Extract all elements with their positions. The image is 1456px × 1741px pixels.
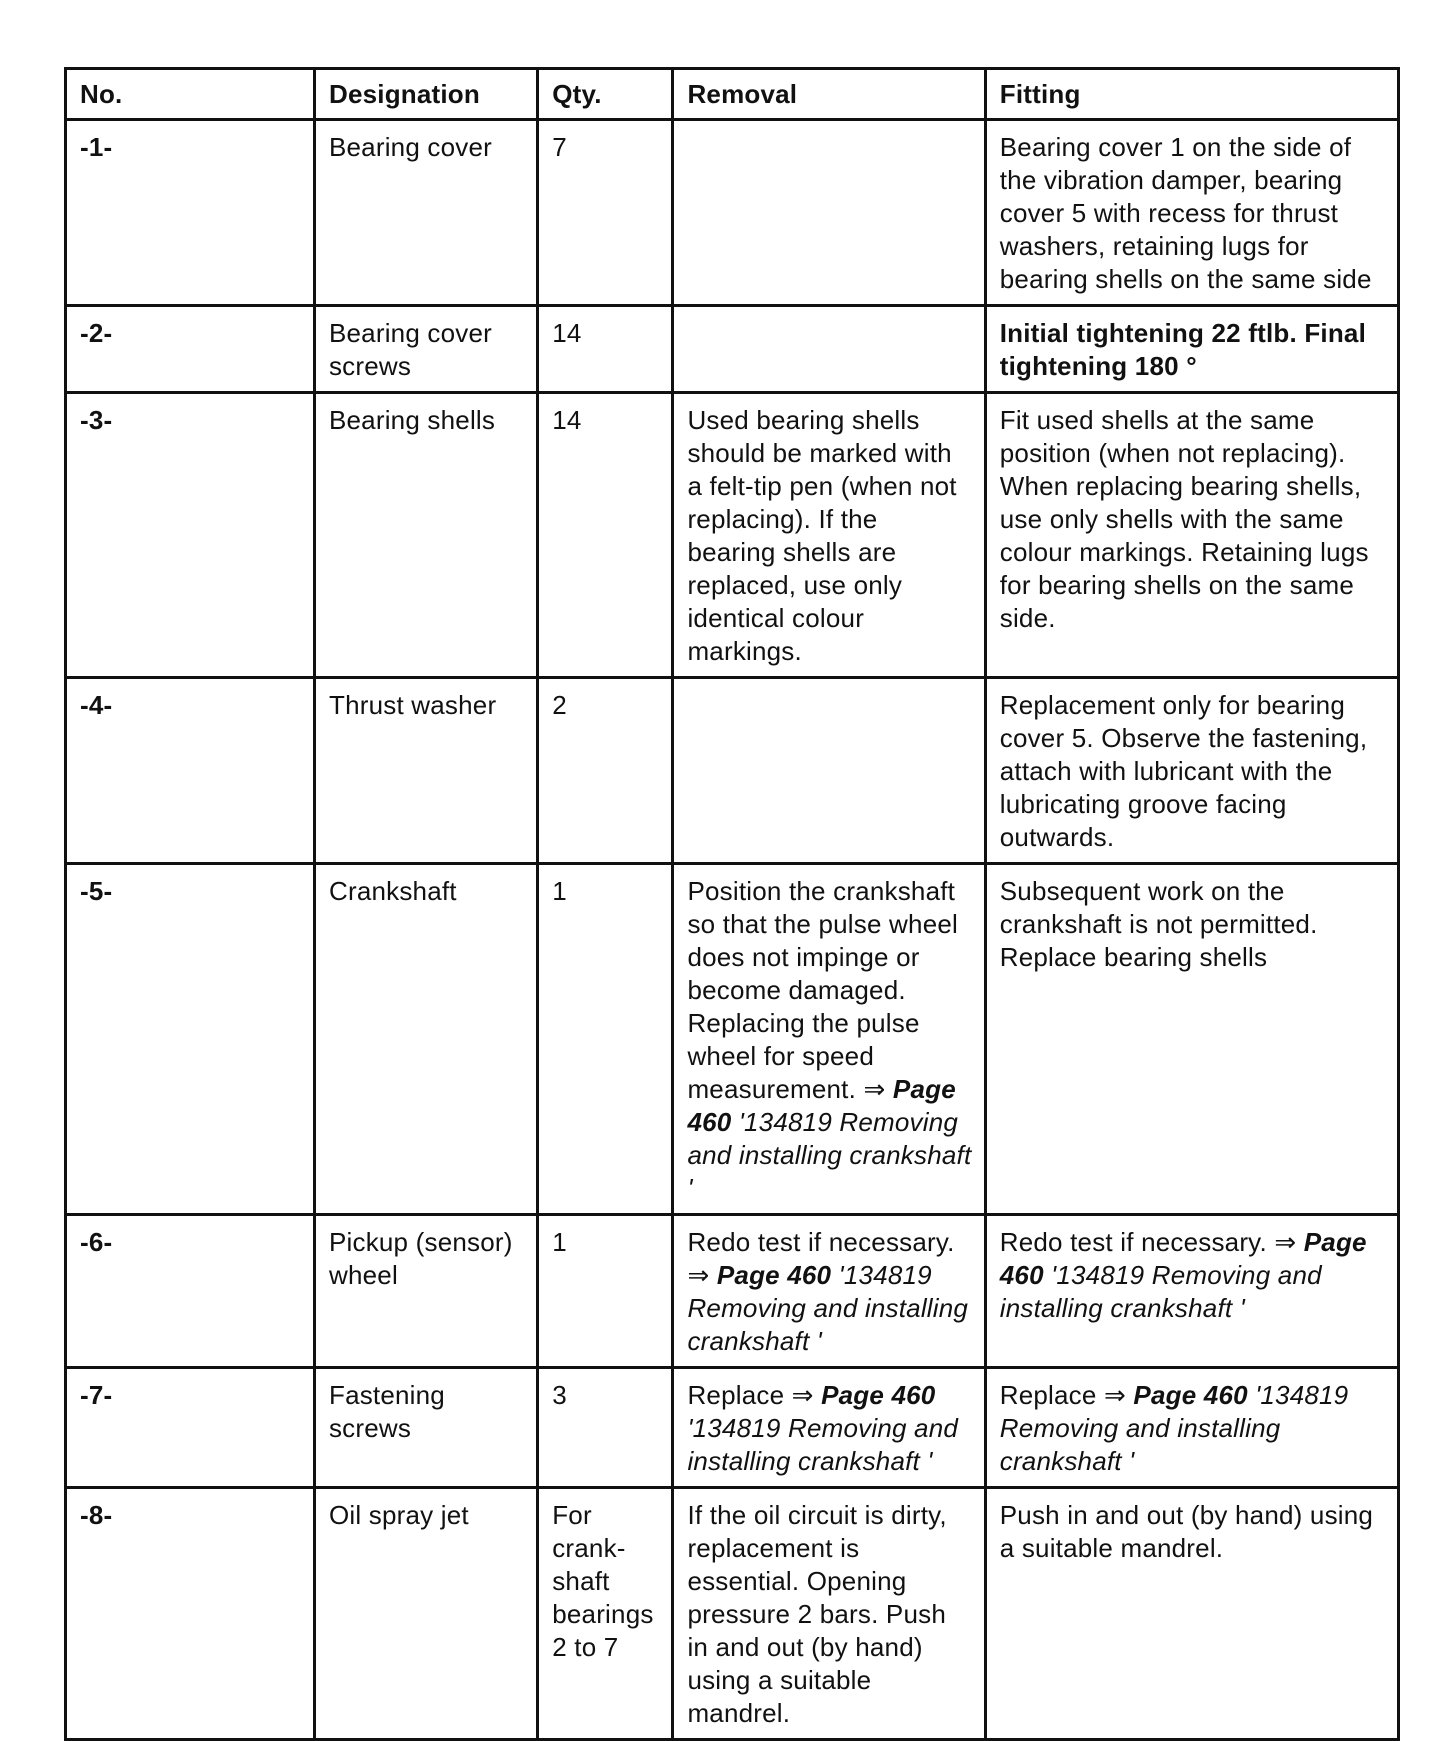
removal-cell — [673, 678, 985, 864]
fitting-text: Redo test if necessary. — [999, 1227, 1267, 1257]
fitting-cell: Fit used shells at the same position (when not replacing). When replacing bearing shells, use only shells with the same colour markings. Retaining lugs for bearing shells on the same side. — [985, 393, 1398, 678]
qty-cell: 3 — [538, 1368, 673, 1488]
qty-cell: 2 — [538, 678, 673, 864]
table-header-row — [66, 69, 1399, 120]
arrow-right-icon: ⇒ — [1103, 1380, 1126, 1410]
table-row — [66, 306, 1399, 393]
fitting-cell: Push in and out (by hand) using a suitable mandrel. — [985, 1488, 1398, 1740]
designation-cell: Oil spray jet — [314, 1488, 537, 1740]
designation-cell: Fastening screws — [314, 1368, 537, 1488]
designation-cell: Thrust washer — [314, 678, 537, 864]
row-number: -7- — [66, 1368, 315, 1488]
fitting-cell — [985, 1215, 1398, 1368]
qty-cell: 14 — [538, 393, 673, 678]
fitting-cell: Initial tightening 22 ftlb. Final tightening 180 ° — [985, 306, 1398, 393]
parts-table-container — [64, 67, 1400, 1741]
reference-title: '134819 Removing and installing crankshaft ' — [687, 1413, 959, 1476]
removal-text: Replace — [687, 1380, 785, 1410]
qty-cell: 1 — [538, 864, 673, 1215]
page-link[interactable]: Page 460 — [716, 1260, 832, 1290]
removal-cell — [673, 306, 985, 393]
row-number: -5- — [66, 864, 315, 1215]
page-link[interactable]: Page 460 — [821, 1380, 936, 1410]
removal-text: Position the crankshaft so that the pulse wheel does not impinge or become damaged. Replacing the pulse wheel for speed measurement. — [687, 876, 958, 1104]
table-row — [66, 120, 1399, 306]
row-number: -8- — [66, 1488, 315, 1740]
reference-title: '134819 Removing and installing crankshaft ' — [999, 1260, 1322, 1323]
reference-title: '134819 Removing and installing crankshaft ' — [687, 1107, 972, 1203]
qty-cell: For crank-shaft bearings 2 to 7 — [538, 1488, 673, 1740]
table-row — [66, 864, 1399, 1215]
designation-cell: Crankshaft — [314, 864, 537, 1215]
reference-title: '134819 Removing and installing crankshaft ' — [687, 1260, 969, 1356]
header-fitting: Fitting — [985, 69, 1398, 120]
fitting-text: Replace — [999, 1380, 1097, 1410]
removal-cell — [673, 120, 985, 306]
table-row — [66, 393, 1399, 678]
row-number: -3- — [66, 393, 315, 678]
arrow-right-icon: ⇒ — [687, 1260, 710, 1290]
row-number: -1- — [66, 120, 315, 306]
qty-cell: 14 — [538, 306, 673, 393]
removal-cell: Used bearing shells should be marked with a felt-tip pen (when not replacing). If the bearing shells are replaced, use only identical colour markings. — [673, 393, 985, 678]
header-no: No. — [66, 69, 315, 120]
header-designation: Designation — [314, 69, 537, 120]
qty-cell: 7 — [538, 120, 673, 306]
removal-cell: If the oil circuit is dirty, replacement is essential. Opening pressure 2 bars. Push in and out (by hand) using a suitable mandrel. — [673, 1488, 985, 1740]
parts-table — [64, 67, 1400, 1741]
page-link[interactable]: Page 460 — [999, 1227, 1367, 1290]
page-link[interactable]: Page 460 — [1133, 1380, 1248, 1410]
row-number: -6- — [66, 1215, 315, 1368]
removal-cell — [673, 1368, 985, 1488]
qty-cell: 1 — [538, 1215, 673, 1368]
designation-cell: Bearing cover screws — [314, 306, 537, 393]
fitting-cell — [985, 1368, 1398, 1488]
removal-text: Redo test if necessary. — [687, 1227, 955, 1257]
designation-cell: Pickup (sensor) wheel — [314, 1215, 537, 1368]
table-row — [66, 1215, 1399, 1368]
header-removal: Removal — [673, 69, 985, 120]
fitting-cell: Subsequent work on the crankshaft is not permitted. Replace bearing shells — [985, 864, 1398, 1215]
arrow-right-icon: ⇒ — [791, 1380, 814, 1410]
designation-cell: Bearing shells — [314, 393, 537, 678]
fitting-cell: Replacement only for bearing cover 5. Observe the fastening, attach with lubricant with the lubricating groove facing outwards. — [985, 678, 1398, 864]
arrow-right-icon: ⇒ — [863, 1074, 886, 1104]
designation-cell: Bearing cover — [314, 120, 537, 306]
row-number: -2- — [66, 306, 315, 393]
table-row — [66, 678, 1399, 864]
page-reference[interactable] — [687, 1260, 968, 1356]
removal-cell — [673, 864, 985, 1215]
arrow-right-icon: ⇒ — [1274, 1227, 1297, 1257]
removal-cell — [673, 1215, 985, 1368]
table-row — [66, 1368, 1399, 1488]
page-link[interactable]: Page 460 — [687, 1074, 956, 1137]
fitting-cell: Bearing cover 1 on the side of the vibration damper, bearing cover 5 with recess for thrust washers, retaining lugs for bearing shells on the same side — [985, 120, 1398, 306]
header-qty: Qty. — [538, 69, 673, 120]
table-row — [66, 1488, 1399, 1740]
reference-title: '134819 Removing and installing crankshaft ' — [999, 1380, 1349, 1476]
row-number: -4- — [66, 678, 315, 864]
